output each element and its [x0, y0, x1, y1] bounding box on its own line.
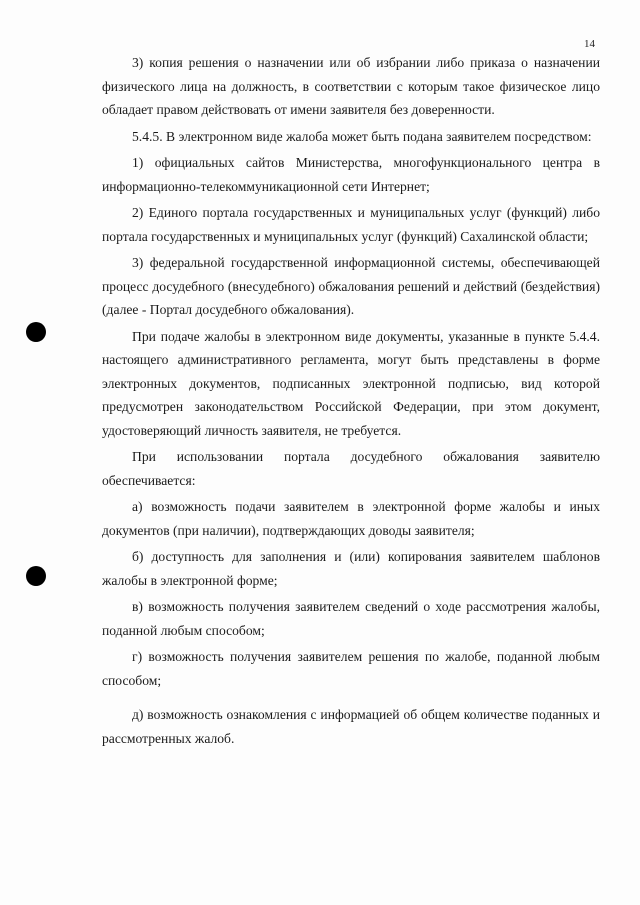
- punch-hole-top: [26, 322, 46, 342]
- list-item-b: б) доступность для заполнения и (или) копирования заявителем шаблонов жалобы в электронной форме;: [102, 549, 600, 588]
- list-item-a: а) возможность подачи заявителем в электронной форме жалобы и иных документов (при наличии), подтверждающих доводы заявителя;: [102, 499, 600, 538]
- paragraph-5-4-5: 5.4.5. В электронном виде жалоба может быть подана заявителем посредством:: [132, 128, 592, 144]
- paragraph-copy-decision: 3) копия решения о назначении или об избрании либо приказа о назначении физического лица на должность, в соответствии с которым такое физическое лицо обладает правом действовать от имени заявителя без доверенности.: [102, 55, 600, 117]
- list-item-unified-portal: 2) Единого портала государственных и муниципальных услуг (функций) либо портала государственных и муниципальных услуг (функций) Сахалинской области;: [102, 205, 600, 244]
- punch-hole-bottom: [26, 566, 46, 586]
- paragraph-electronic-documents: При подаче жалобы в электронном виде документы, указанные в пункте 5.4.4. настоящего административного регламента, могут быть представлены в форме электронных документов, подписанных электронной подписью, вид которой предусмотрен законодательством Российской Федерации, при этом документ, удостоверяющий личность заявителя, не требуется.: [102, 328, 600, 438]
- paragraph-portal-provides: При использовании портала досудебного обжалования заявителю обеспечивается:: [102, 449, 600, 488]
- list-item-federal-system: 3) федеральной государственной информационной системы, обеспечивающей процесс досудебного (внесудебного) обжалования решений и действий (бездействия) (далее - Портал досудебного обжалования).: [102, 255, 600, 317]
- page-number: 14: [584, 38, 595, 50]
- list-item-official-sites: 1) официальных сайтов Министерства, многофункционального центра в информационно-телекоммуникационной сети Интернет;: [102, 155, 600, 194]
- document-body: [102, 51, 600, 753]
- list-item-g: г) возможность получения заявителем решения по жалобе, поданной любым способом;: [102, 649, 600, 688]
- list-item-v: в) возможность получения заявителем сведений о ходе рассмотрения жалобы, поданной любым способом;: [102, 599, 600, 638]
- list-item-d: д) возможность ознакомления с информацией об общем количестве поданных и рассмотренных жалоб.: [102, 707, 600, 746]
